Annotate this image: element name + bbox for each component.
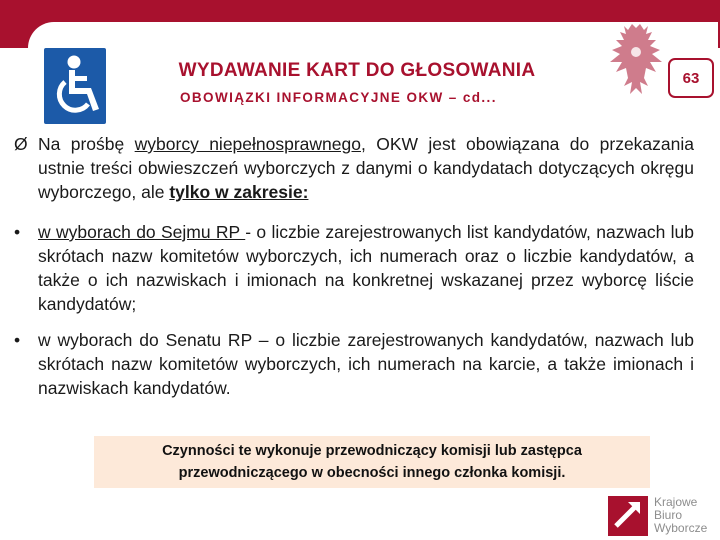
arrow-bullet-icon: Ø <box>14 134 28 154</box>
kbw-logo-text <box>654 496 707 535</box>
page-subtitle: OBOWIĄZKI INFORMACYJNE OKW – cd... <box>180 90 497 105</box>
bullet-marker: • <box>14 222 21 242</box>
page-title: WYDAWANIE KART DO GŁOSOWANIA <box>178 60 536 81</box>
kbw-logo-icon <box>594 492 650 538</box>
eagle-emblem-icon <box>606 22 666 112</box>
sejm-term: w wyborach do Sejmu RP <box>38 222 246 242</box>
sejm-text: - o liczbie zarejestrowanych list kandydatów, nazwach lub skrótach nazw komitetów wyborczych, ich numerach oraz o liczbie kandydatów, a także o ich nazwiskach i imionach na konkretnej wskazanej przez wyborcę liście kandydatów; <box>38 222 694 314</box>
note-line-1: Czynności te wykonuje przewodniczący komisji lub zastępca <box>162 443 582 459</box>
logo-line-3: Wyborcze <box>654 521 708 535</box>
logo-line-2: Biuro <box>654 508 683 522</box>
list-item <box>14 220 694 316</box>
logo-line-1: Krajowe <box>654 495 698 509</box>
lead-paragraph <box>14 132 694 204</box>
voter-term: wyborcy niepełnosprawnego <box>134 134 361 154</box>
procedure-note <box>94 436 650 488</box>
scope-emphasis: tylko w zakresie: <box>169 182 309 202</box>
page-number-badge: 63 <box>668 58 714 98</box>
note-line-2: przewodniczącego w obecności innego członka komisji. <box>178 465 566 481</box>
senate-text: w wyborach do Senatu RP – o liczbie zarejestrowanych kandydatów, nazwach lub skrótach nazw komitetów wyborczych, ich numerach na karcie, a także imionach i nazwiskach kandydatów. <box>38 330 694 398</box>
wheelchair-icon <box>44 48 106 124</box>
list-item <box>14 328 694 400</box>
bullet-marker: • <box>14 330 21 350</box>
lead-text-start: Na prośbę <box>38 134 135 154</box>
lead-text-middle: , OKW jest obowiązana do przekazania ustnie treści obwieszczeń wyborczych z danymi o kandydatach dotyczących okręgu wyborczego, ale <box>38 134 694 202</box>
